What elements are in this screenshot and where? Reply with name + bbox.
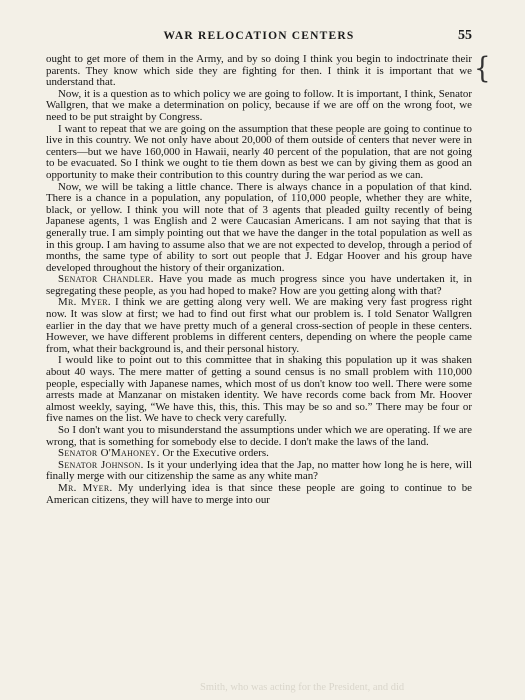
paragraph-text: My underlying idea is that since these people are going to continue to be American citizens, they will have to merge into our: [46, 481, 472, 506]
speaker-name: Senator Chandler.: [58, 273, 154, 286]
page-header: [46, 28, 472, 44]
paragraph-text: I want to repeat that we are going on the assumption that these people are going to continue to live in this country. We not only have about 20,000 of them outside of centers that never were in centers—but we have 160,000 in Hawaii, nearly 40 percent of the population, that are not going to be evacuated. So I think we ought to tie them down as best we can by giving them as good an opportunity to make their contribution to this country during the war period as we can.: [46, 122, 472, 181]
paragraph: [46, 460, 472, 483]
speaker-name: Senator O'Mahoney.: [58, 447, 160, 460]
speaker-name: Senator Johnson.: [58, 458, 144, 471]
paragraph: [46, 182, 472, 275]
body-text: [46, 54, 472, 506]
paragraph-text: ought to get more of them in the Army, and by so doing I think you begin to indoctrinate their parents. They know which side they are fighting for then. I think it is important that we understand that.: [46, 53, 472, 89]
speaker-name: Mr. Myer.: [58, 481, 113, 494]
paragraph-text: I would like to point out to this committee that in shaking this population up it was shaken about 40 ways. The mere matter of getting a sound census is no small problem with 110,000 people, especially with Japanese names, which most of us don't know too well. There were some arrests made at Manzanar on mistaken identity. We have records come back from Mr. Hoover almost weekly, saying, “We have this, this, this. This may be so and so.” There may be four or five names on the list. We have to check very carefully.: [46, 354, 472, 425]
paragraph: [46, 54, 472, 89]
paragraph: [46, 89, 472, 124]
paragraph: [46, 124, 472, 182]
margin-brace-mark: {: [474, 52, 491, 86]
paragraph-text: Or the Executive orders.: [162, 447, 269, 460]
speaker-name: Mr. Myer.: [58, 296, 111, 309]
paragraph-text: Have you made as much progress since you have undertaken it, in segregating these people, as you had hoped to make? How are you getting along with that?: [46, 273, 472, 297]
paragraph: [46, 297, 472, 355]
paragraph-text: I think we are getting along very well. We are making very fast progress right now. It was slow at first; we had to find out first what our problem is. I told Senator Wallgren earlier in the day that we have pretty much of a general cross-section of people in these centers. However, we have different problems in different centers, depending on where the people came from, what their background is, and their personal history.: [46, 296, 472, 355]
paragraph-text: Now, it is a question as to which policy we are going to follow. It is important, I think, Senator Wallgren, that we make a determination on policy, because if we are off on the wrong foot, we need to be put straight by Congress.: [46, 87, 472, 123]
paragraph: [46, 483, 472, 506]
paragraph: [46, 355, 472, 425]
paragraph-text: Is it your underlying idea that the Jap, no matter how long he is here, will finally merge with our citizenship the same as any white man?: [46, 458, 472, 483]
paragraph: [46, 425, 472, 448]
paragraph-text: Now, we will be taking a little chance. There is always chance in a population of that kind. There is a chance in a population, any population, of 110,000 people, whether they are white, black, or yellow. I think you will note that of 3 agents that pleaded guilty recently of being Japanese agents, 1 was English and 2 were Caucasian Americans. I am not saying that that is generally true. I am simply pointing out that we have the danger in the total population as well as in this group. I am having to assume also that we are not expected to develop, through a period of months, the same type of ability to sort out people that J. Edgar Hoover and his group have developed throughout the history of their organization.: [46, 180, 472, 274]
paragraph: [46, 274, 472, 297]
page-number: 55: [458, 28, 472, 43]
bleed-through-text: Smith, who was acting for the President, and did: [200, 682, 405, 693]
paragraph-text: So I don't want you to misunderstand the assumptions under which we are operating. If we are wrong, that is something for somebody else to decide. I don't make the laws of the land.: [46, 424, 472, 448]
running-title: WAR RELOCATION CENTERS: [163, 30, 355, 42]
